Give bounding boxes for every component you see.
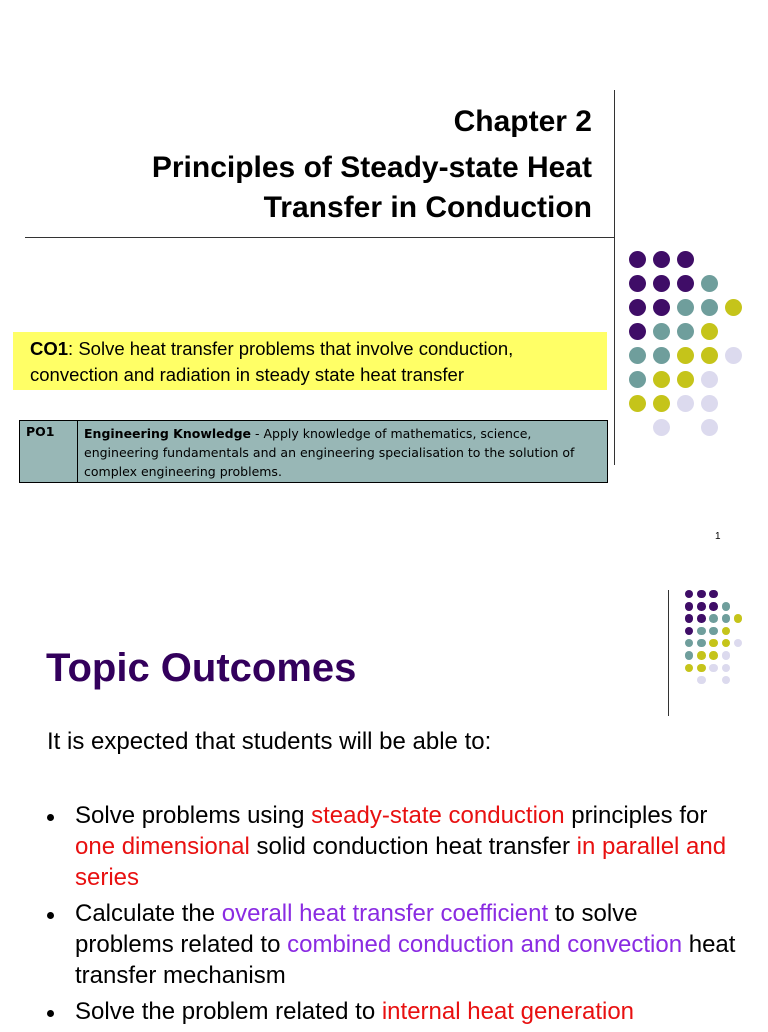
decorative-dot — [722, 627, 731, 636]
decorative-dot — [701, 347, 718, 364]
decorative-dot — [697, 664, 706, 673]
outcome-text-segment: heat transfer mechanism — [75, 931, 736, 989]
decorative-dot — [697, 602, 706, 611]
outcome-text-segment: internal heat generation — [381, 998, 635, 1025]
outcome-text-segment: in parallel and series — [75, 833, 727, 891]
decorative-dot — [697, 639, 706, 648]
decorative-dot — [677, 275, 694, 292]
decorative-dot — [697, 676, 706, 685]
decorative-dot — [697, 614, 706, 623]
horizontal-divider — [25, 237, 615, 238]
chapter-title-line-2: Transfer in Conduction — [263, 191, 592, 224]
chapter-title — [152, 148, 592, 228]
decorative-dot — [677, 395, 694, 412]
topic-title: Topic Outcomes — [46, 646, 357, 690]
outcome-item — [47, 800, 737, 893]
decorative-dot — [722, 676, 731, 685]
program-outcome-table — [19, 420, 608, 483]
decorative-dot — [629, 347, 646, 364]
decorative-dot — [722, 639, 731, 648]
decorative-dot — [701, 371, 718, 388]
decorative-dot — [709, 627, 718, 636]
decorative-dot — [734, 639, 743, 648]
decorative-dot — [709, 602, 718, 611]
decorative-dot — [677, 323, 694, 340]
bullet-icon — [47, 912, 54, 919]
decorative-dot — [677, 251, 694, 268]
decorative-dot — [677, 371, 694, 388]
decorative-dot — [701, 275, 718, 292]
decorative-dot — [629, 251, 646, 268]
decorative-dot — [677, 299, 694, 316]
outcome-text-segment: Solve problems using — [75, 802, 312, 829]
decorative-dot — [722, 602, 731, 611]
decorative-dot — [629, 299, 646, 316]
decorative-dot — [653, 299, 670, 316]
decorative-dot — [685, 627, 694, 636]
outcome-item — [47, 898, 737, 991]
page-number: 1 — [715, 531, 721, 542]
decorative-dot — [653, 347, 670, 364]
decorative-dot — [709, 614, 718, 623]
program-outcome-id: PO1 — [20, 421, 78, 482]
bullet-icon — [47, 814, 54, 821]
intro-text: It is expected that students will be able to: — [47, 728, 492, 755]
outcome-text-segment: solid conduction heat transfer — [249, 833, 577, 860]
outcome-item — [47, 996, 737, 1027]
outcome-text-segment: steady-state conduction — [311, 802, 565, 829]
decorative-dot — [653, 251, 670, 268]
outcome-list — [47, 800, 737, 1032]
title-block — [152, 100, 592, 228]
outcome-text-segment: to solve problems related to — [75, 900, 638, 958]
decorative-dot — [685, 651, 694, 660]
decorative-dot — [629, 323, 646, 340]
course-outcome-box — [13, 332, 607, 390]
decorative-dot — [701, 323, 718, 340]
decorative-dot — [709, 590, 718, 599]
decorative-dot — [685, 590, 694, 599]
decorative-dot — [685, 639, 694, 648]
vertical-divider — [668, 590, 669, 716]
decorative-dot — [629, 371, 646, 388]
decorative-dot — [722, 614, 731, 623]
decorative-dot — [701, 299, 718, 316]
decorative-dot — [701, 395, 718, 412]
decorative-dot — [725, 347, 742, 364]
course-outcome-text — [30, 336, 605, 388]
program-outcome-text: - Apply knowledge of mathematics, science, engineering fundamentals and an engineering specialisation to the solution of complex engineering problems. — [84, 426, 575, 479]
program-outcome-description — [84, 424, 604, 481]
decorative-dot — [701, 419, 718, 436]
decorative-dot — [725, 299, 742, 316]
decorative-dot — [653, 275, 670, 292]
outcome-text-segment: overall heat transfer coefficient — [221, 900, 549, 927]
bullet-icon — [47, 1010, 54, 1017]
decorative-dot — [722, 651, 731, 660]
decorative-dot — [709, 639, 718, 648]
decorative-dot — [629, 275, 646, 292]
decorative-dot — [697, 627, 706, 636]
chapter-label: Chapter 2 — [453, 105, 592, 138]
course-outcome-description: : Solve heat transfer problems that involve conduction, convection and radiation in steady state heat transfer — [30, 338, 514, 385]
decorative-dot — [685, 614, 694, 623]
program-outcome-heading: Engineering Knowledge — [84, 426, 252, 441]
decorative-dot — [653, 419, 670, 436]
decorative-dot — [734, 614, 743, 623]
decorative-dot — [709, 651, 718, 660]
course-outcome-label: CO1 — [30, 338, 69, 359]
decorative-dot — [677, 347, 694, 364]
decorative-dot — [685, 664, 694, 673]
decorative-dot — [629, 395, 646, 412]
decorative-dot — [697, 590, 706, 599]
outcome-text-segment: Solve the problem related to — [75, 998, 382, 1025]
decorative-dot — [653, 371, 670, 388]
decorative-dot — [709, 664, 718, 673]
outcome-text-segment: principles for — [564, 802, 708, 829]
slide-2 — [0, 560, 768, 1024]
decorative-dot — [685, 602, 694, 611]
decorative-dot — [653, 323, 670, 340]
decorative-dot — [653, 395, 670, 412]
chapter-title-line-1: Principles of Steady-state Heat — [151, 151, 592, 184]
decorative-dot — [697, 651, 706, 660]
outcome-text-segment: combined conduction and convection — [287, 931, 683, 958]
outcome-text-segment: Calculate the — [75, 900, 222, 927]
vertical-divider — [614, 90, 615, 465]
outcome-text-segment: one dimensional — [75, 833, 250, 860]
decorative-dot — [722, 664, 731, 673]
